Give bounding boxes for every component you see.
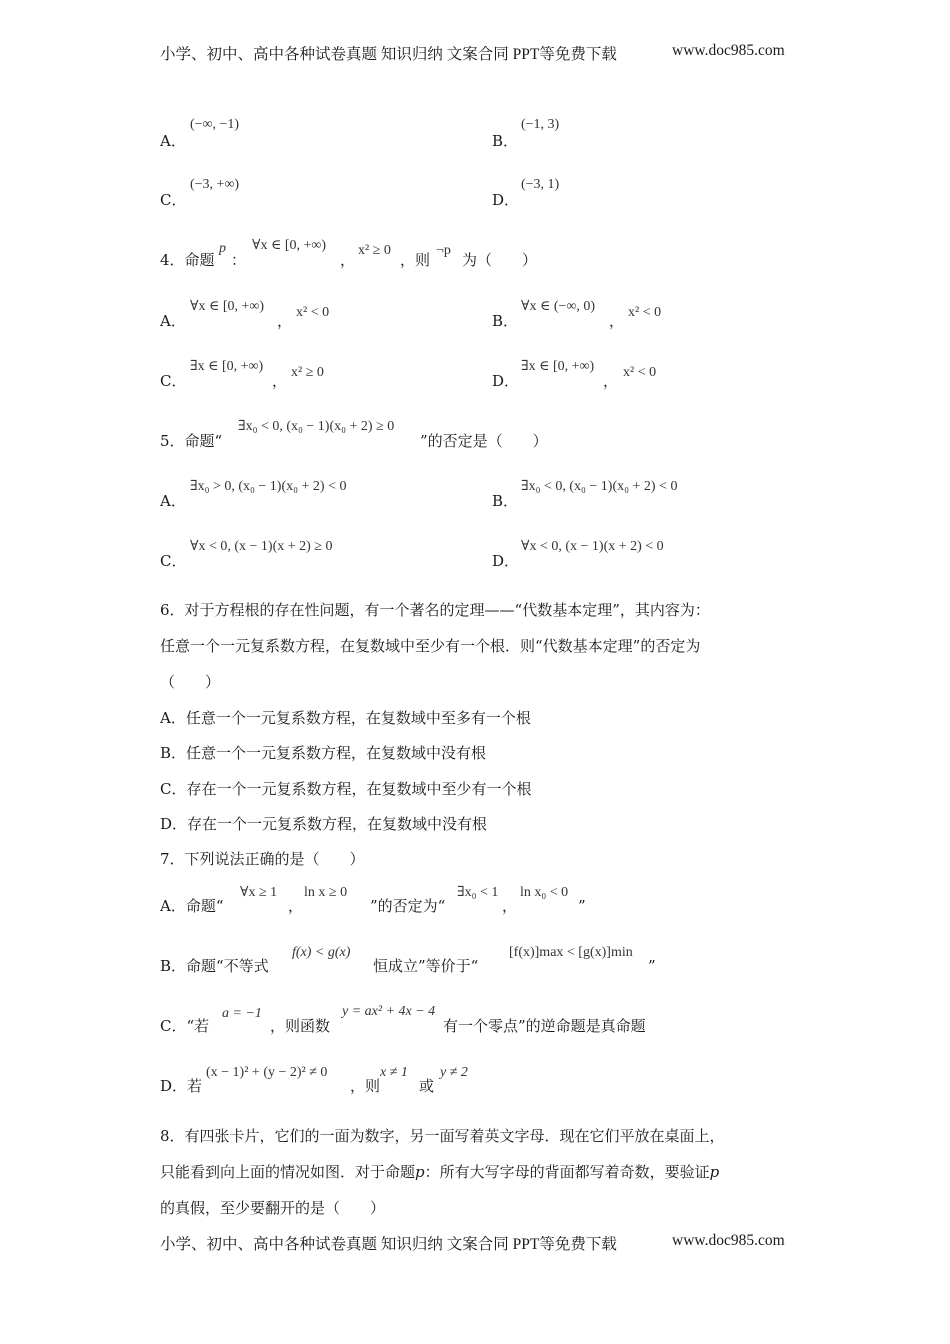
option-d-or: 或	[419, 1077, 435, 1095]
option-b-label: B．	[492, 132, 519, 150]
option-d-expr-3: y ≠ 2	[440, 1065, 468, 1080]
q8-p2: p	[709, 1163, 720, 1181]
option-c-pre: C．“若	[160, 1017, 210, 1035]
header-text: 小学、初中、高中各种试卷真题 知识归纳 文案合同 PPT等免费下载	[160, 46, 617, 63]
option-d-expr: ∀x < 0, (x − 1)(x + 2) < 0	[521, 539, 664, 554]
option-c-expr: ∃x ∈ [0, +∞)	[190, 359, 264, 374]
q5-tail: ”的否定是（ ）	[420, 432, 548, 450]
q4-colon: ：	[231, 251, 247, 269]
q8-p: p	[415, 1163, 425, 1181]
q8-line-2a: 只能看到向上面的情况如图．对于命题	[160, 1163, 416, 1181]
option-b-end: ”	[648, 957, 656, 975]
option-d-label: D．	[492, 191, 520, 209]
option-c-mid: ，则函数	[270, 1017, 331, 1035]
option-a-expr-2: ln x ≥ 0	[304, 885, 348, 900]
option-c-expr: ∀x < 0, (x − 1)(x + 2) ≥ 0	[190, 539, 333, 554]
q4-p: p	[219, 241, 226, 256]
q8-line-3: 的真假，至少要翻开的是（ ）	[160, 1199, 386, 1217]
option-d-expr: ∃x ∈ [0, +∞)	[521, 359, 595, 374]
option-d-label: D．	[492, 552, 520, 570]
option-a-sep-1: ，	[288, 897, 304, 915]
option-a-label: A．	[160, 132, 186, 150]
option-d-pre: D．若	[160, 1077, 203, 1095]
option-b-expr-2: [f(x)]max < [g(x)]min	[509, 945, 633, 960]
option-c: C．存在一个一元复系数方程，在复数域中至少有一个根	[160, 780, 532, 798]
q5-expr: ∃x₀ < 0, (x₀ − 1)(x₀ + 2) ≥ 0	[238, 419, 395, 434]
option-b-expr: ∃x₀ < 0, (x₀ − 1)(x₀ + 2) < 0	[521, 479, 678, 494]
option-a: A．任意一个一元复系数方程，在复数域中至多有一个根	[160, 709, 531, 727]
option-b-expr: (−1, 3)	[521, 117, 560, 132]
q4-tail: 为（ ）	[462, 251, 538, 269]
option-a-expr-3: ∃x₀ < 1	[457, 885, 499, 900]
option-b-expr: ∀x ∈ (−∞, 0)	[521, 299, 596, 314]
option-b-sep: ，	[609, 312, 625, 330]
option-a-label: A．	[160, 312, 186, 330]
option-d: D．存在一个一元复系数方程，在复数域中没有根	[160, 815, 488, 833]
footer-text: 小学、初中、高中各种试卷真题 知识归纳 文案合同 PPT等免费下载	[160, 1236, 617, 1253]
option-a-label: A．	[160, 492, 186, 510]
option-c-expr-1: a = −1	[222, 1006, 262, 1021]
option-c-label: C．	[160, 191, 187, 209]
option-d-expr: (−3, 1)	[521, 177, 560, 192]
option-d-cond: x² < 0	[623, 365, 657, 380]
option-c-label: C．	[160, 552, 187, 570]
header-site: www.doc985.com	[672, 42, 785, 59]
q5-number: 5．命题“	[160, 432, 223, 450]
q7-stem: 7．下列说法正确的是（ ）	[160, 850, 365, 868]
q8-line-2b: ：所有大写字母的背面都写着奇数，要验证	[424, 1163, 710, 1181]
option-c-cond: x² ≥ 0	[291, 365, 324, 380]
option-a-end: ”	[578, 897, 586, 915]
option-c-end: 有一个零点”的逆命题是真命题	[443, 1017, 646, 1035]
option-b-expr-1: f(x) < g(x)	[292, 945, 351, 960]
option-a-expr: ∀x ∈ [0, +∞)	[190, 299, 265, 314]
option-a-expr-1: ∀x ≥ 1	[240, 885, 278, 900]
option-c-label: C．	[160, 372, 187, 390]
footer-site: www.doc985.com	[672, 1232, 785, 1249]
q6-line-1: 6．对于方程根的存在性问题，有一个著名的定理——“代数基本定理”，其内容为：	[160, 601, 710, 619]
q6-line-3: （ ）	[160, 673, 221, 691]
q6-line-2: 任意一个一元复系数方程，在复数域中至少有一个根．则“代数基本定理”的否定为	[160, 637, 701, 655]
option-a-expr-4: ln x₀ < 0	[520, 885, 569, 900]
q4-comma: ，	[340, 251, 356, 269]
option-d-label: D．	[492, 372, 520, 390]
q4-cond: x² ≥ 0	[358, 243, 391, 258]
q8-line-1: 8．有四张卡片，它们的一面为数字，另一面写着英文字母．现在它们平放在桌面上，	[160, 1127, 725, 1145]
option-c-sep: ，	[272, 372, 288, 390]
option-a-sep: ，	[277, 312, 293, 330]
option-c-expr-2: y = ax² + 4x − 4	[342, 1004, 436, 1019]
option-a-expr: ∃x₀ > 0, (x₀ − 1)(x₀ + 2) < 0	[190, 479, 347, 494]
option-b-pre: B．命题“不等式	[160, 957, 269, 975]
option-b-mid: 恒成立”等价于“	[373, 957, 479, 975]
q4-then: ，则	[400, 251, 431, 269]
option-c-expr: (−3, +∞)	[190, 177, 240, 192]
option-b-label: B．	[492, 492, 519, 510]
q4-notp: ¬p	[436, 243, 451, 258]
option-d-mid: ，则	[350, 1077, 381, 1095]
option-a-sep-2: ，	[502, 897, 518, 915]
option-d-expr-2: x ≠ 1	[380, 1065, 408, 1080]
option-b: B．任意一个一元复系数方程，在复数域中没有根	[160, 744, 487, 762]
option-d-expr-1: (x − 1)² + (y − 2)² ≠ 0	[206, 1065, 328, 1080]
option-b-cond: x² < 0	[628, 305, 662, 320]
option-a-mid: ”的否定为“	[370, 897, 446, 915]
option-a-pre: A．命题“	[160, 897, 224, 915]
option-d-sep: ，	[603, 372, 619, 390]
q4-number: 4．命题	[160, 251, 215, 269]
q4-forall: ∀x ∈ [0, +∞)	[252, 238, 327, 253]
q8-line-2	[160, 1162, 719, 1182]
option-b-label: B．	[492, 312, 519, 330]
option-a-expr: (−∞, −1)	[190, 117, 240, 132]
option-a-cond: x² < 0	[296, 305, 330, 320]
